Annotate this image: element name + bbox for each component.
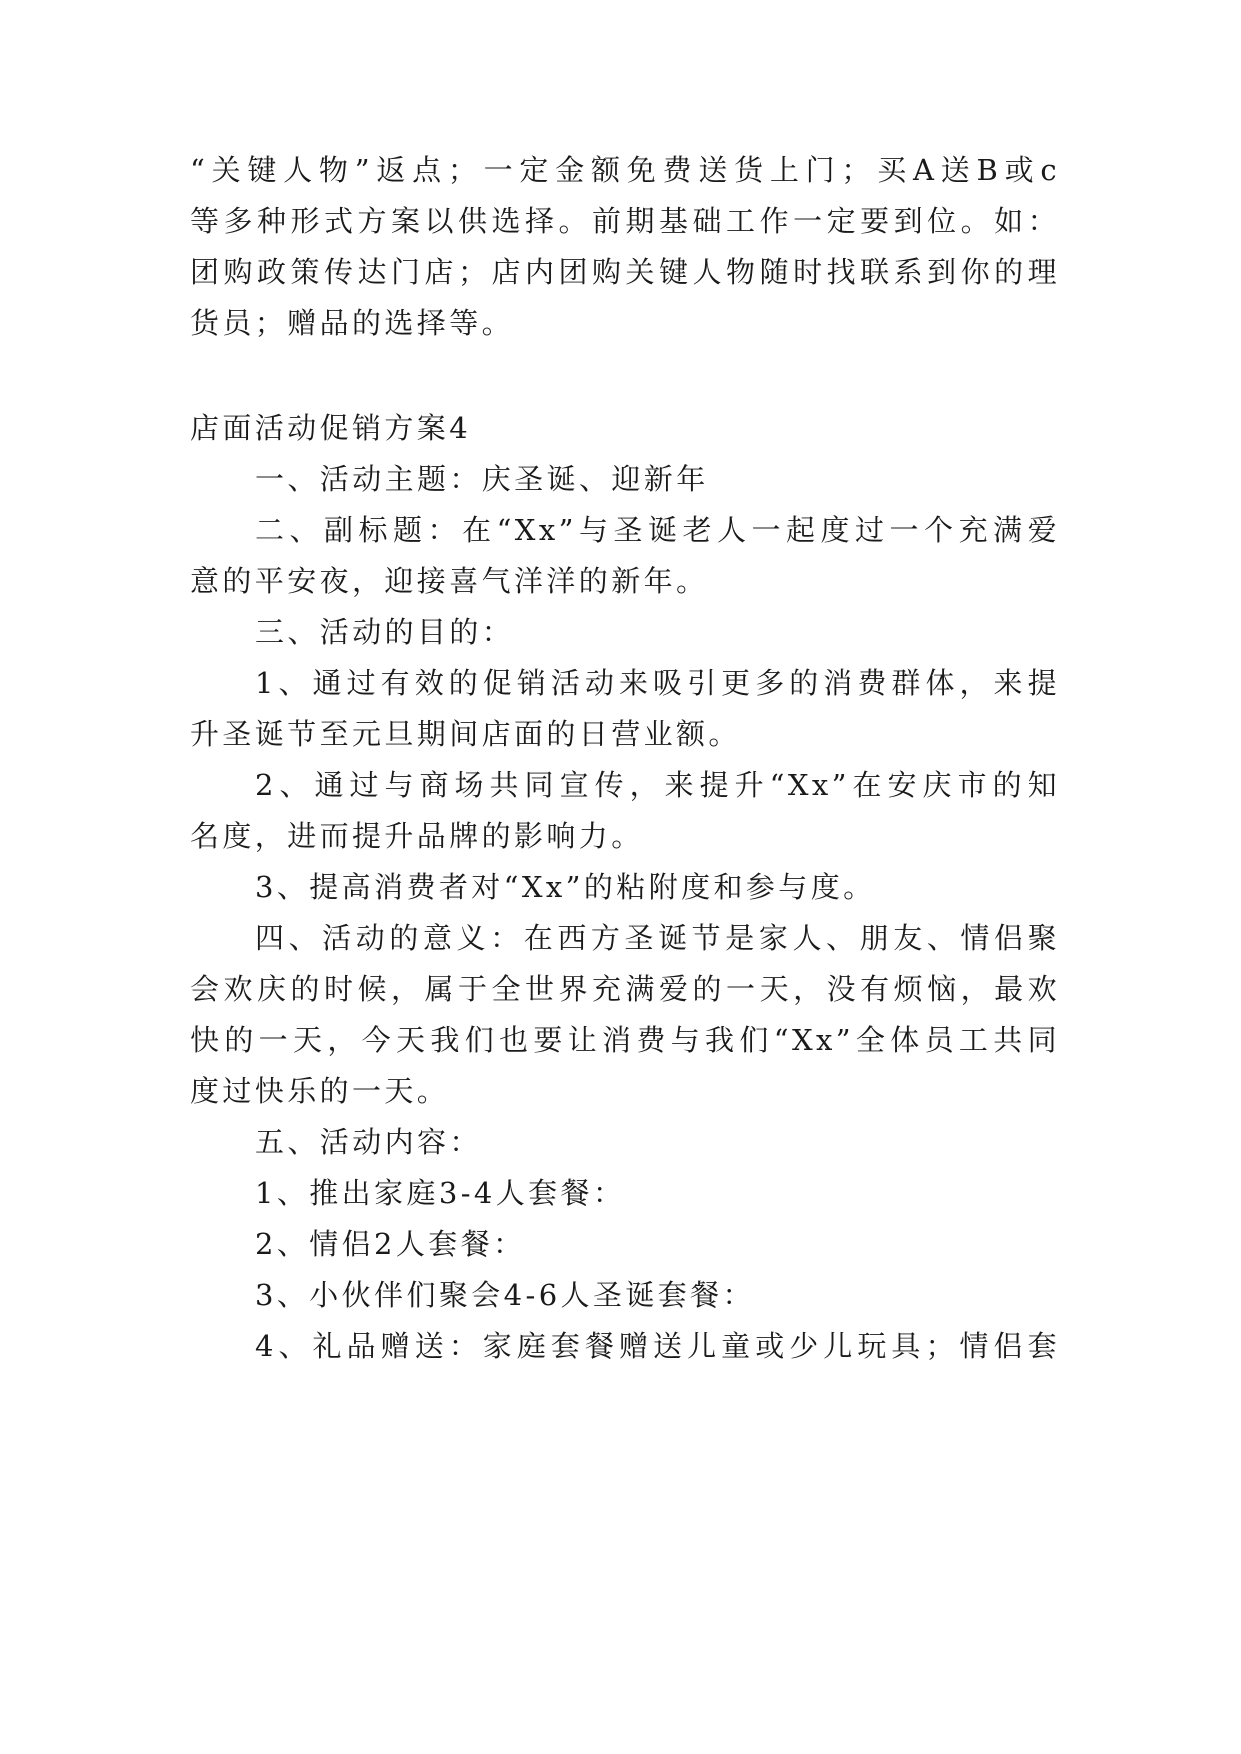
purpose-item: 2、通过与商场共同宣传，来提升“Xx”在安庆市的知 <box>255 768 1060 802</box>
text-line: 货员；赠品的选择等。 <box>190 306 515 340</box>
purpose-item: 1、通过有效的促销活动来吸引更多的消费群体，来提 <box>255 666 1060 700</box>
purpose-item: 3、提高消费者对“Xx”的粘附度和参与度。 <box>255 870 876 904</box>
meaning-line: 度过快乐的一天。 <box>190 1074 450 1108</box>
meaning-line: 四、活动的意义：在西方圣诞节是家人、朋友、情侣聚 <box>255 921 1060 955</box>
purpose-item: 名度，进而提升品牌的影响力。 <box>190 819 644 853</box>
text-line: 等多种形式方案以供选择。前期基础工作一定要到位。如： <box>190 204 1060 238</box>
text-line: “关键人物”返点；一定金额免费送货上门；买A送B或c <box>190 153 1060 187</box>
content-item: 4、礼品赠送：家庭套餐赠送儿童或少儿玩具；情侣套 <box>255 1329 1060 1363</box>
text-line: 团购政策传达门店；店内团购关键人物随时找联系到你的理 <box>190 255 1060 289</box>
content-heading: 五、活动内容： <box>255 1125 482 1159</box>
content-item: 2、情侣2人套餐： <box>255 1227 526 1261</box>
meaning-line: 快的一天，今天我们也要让消费与我们“Xx”全体员工共同 <box>190 1023 1060 1057</box>
activity-theme: 一、活动主题：庆圣诞、迎新年 <box>255 462 709 496</box>
content-item: 3、小伙伴们聚会4-6人圣诞套餐： <box>255 1278 755 1312</box>
subtitle-line: 意的平安夜，迎接喜气洋洋的新年。 <box>190 564 709 598</box>
meaning-line: 会欢庆的时候，属于全世界充满爱的一天，没有烦恼，最欢 <box>190 972 1060 1006</box>
content-item: 1、推出家庭3-4人套餐： <box>255 1176 626 1210</box>
purpose-heading: 三、活动的目的： <box>255 615 515 649</box>
subtitle-line: 二、副标题：在“Xx”与圣诞老人一起度过一个充满爱 <box>255 513 1060 547</box>
section-title: 店面活动促销方案4 <box>190 411 472 445</box>
purpose-item: 升圣诞节至元旦期间店面的日营业额。 <box>190 717 741 751</box>
